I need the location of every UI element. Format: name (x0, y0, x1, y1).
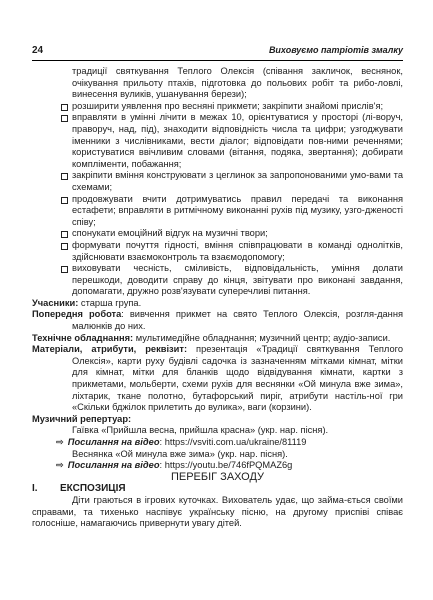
checkbox-bullet-icon (61, 243, 68, 250)
list-item-text: виховувати чесність, сміливість, відповідальність, уміння долати перешкоди, доводити справу до кінця, звітувати про виконані завдання, допомагати, дружно розв'язувати суперечливі питання. (72, 263, 403, 297)
checkbox-bullet-icon (61, 231, 68, 238)
list-item (32, 194, 403, 229)
checkbox-bullet-icon (61, 115, 68, 122)
section-1-paragraph: Діти граються в ігрових куточках. Вихователь удає, що займа-ється своїми справами, та тихенько наспівує українську пісню, на другому приспіві співає голосніше, намагаючись привернути увагу дітей. (32, 494, 403, 529)
header-rule (32, 60, 403, 61)
page-number: 24 (32, 45, 44, 56)
music-heading (32, 414, 403, 426)
participants-label: Учасники: (32, 297, 79, 308)
list-item-text: продовжувати вчити дотримуватись правил передачі та виконання естафети; вправляти в ритмічному виконанні рухів під музику, узго-дженості співу; (72, 193, 403, 227)
music-song-1: Гаївка «Прийшла весна, прийшла красна» (укр. нар. пісня). (72, 425, 329, 436)
page-body (32, 66, 403, 530)
list-item (32, 101, 403, 113)
list-item (32, 240, 403, 263)
video-link-1-url[interactable]: : https://vsviti.com.ua/ukraine/81119 (159, 437, 307, 447)
list-item (32, 170, 403, 193)
materials-value: презентація «Традиції святкування Теплого Олексія», карти руху будівлі садочка із зазначенням мітками кімнат, мітки для кімнат, мітки для бланків щодо відвідування кімнати, картки з прикметами, мольберти, схеми рухів для веснянки «Ой минула вже зима», ліхтарик, ткане полотно, бутафорський пиріг, атрибути настіль-ної гри «Скільки бджілок прилетить до вулика», ваги (корзини). (72, 344, 403, 413)
materials-label: Матеріали, атрибути, реквізит: (32, 344, 188, 355)
section-1-title: ЕКСПОЗИЦІЯ (60, 483, 126, 495)
list-item (32, 263, 403, 298)
participants-value: старша група. (80, 297, 142, 308)
checkbox-bullet-icon (61, 104, 68, 111)
intro-continuation: традиції святкування Теплого Олексія (співання закличок, веснянок, очікування прильоту птахів, підготовка до польових робіт та рибо-ловлі, винесення вуликів, ушанування берези); (72, 66, 403, 100)
equipment (32, 333, 403, 345)
arrow-right-icon: ⇨ (56, 437, 64, 447)
checkbox-bullet-icon (61, 197, 68, 204)
music-song-2: Веснянка «Ой минула вже зима» (укр. нар. пісня). (72, 448, 288, 459)
preliminary-label: Попередня робота (32, 309, 122, 320)
preliminary-work (32, 309, 403, 332)
video-link-2-url[interactable]: : https://youtu.be/746fPQMAZ6g (159, 460, 293, 471)
checkbox-bullet-icon (61, 173, 68, 180)
section-1-heading (32, 483, 403, 495)
list-item-text: закріпити вміння конструювати з цеглинок за запропонованими умо-вами та схемами; (72, 170, 403, 192)
music-label-suffix: : (128, 413, 132, 424)
video-link-2-label: Посилання на відео (67, 460, 160, 471)
arrow-right-icon: ⇨ (56, 460, 64, 471)
equipment-value: мультимедійне обладнання; музичний центр; аудіо-записи. (135, 332, 391, 343)
section-title: ПЕРЕБІГ ЗАХОДУ (170, 470, 265, 483)
task-list (32, 101, 403, 298)
list-item-text: розширити уявлення про весняні прикмети; закріпити знайомі прислів'я; (72, 100, 384, 111)
video-link-1[interactable] (32, 437, 403, 449)
list-item-text: формувати почуття гідності, вміння співпрацювати в команді однолітків, здійснювати взаємоконтроль та взаємодопомогу; (72, 239, 403, 262)
section-1-number: I. (32, 483, 38, 495)
running-title: Виховуємо патріотів змалку (268, 45, 403, 55)
page-header (32, 45, 403, 60)
equipment-label: Технічне обладнання: (32, 332, 134, 343)
music-label: Музичний репертуар (32, 413, 129, 424)
list-item (32, 112, 403, 170)
video-link-1-label: Посилання на відео (67, 437, 160, 447)
preliminary-value: : вивчення прикмет на свято Теплого Олексія, розгля-дання малюнків до них. (72, 309, 403, 332)
participants (32, 298, 403, 310)
list-item-text: спонукати емоційний відгук на музичні твори; (72, 228, 268, 239)
list-item-text: вправляти в умінні лічити в межах 10, орієнтуватися у просторі (лі-воруч, праворуч, над, під), знаходити відповідність числа та цифри; узгоджувати іменники з числівниками, вести діалог; відповідати пов-ними реченнями; користуватися ввічливим словами (вітання, подяка, звертання); добирати компліменти, побажання; (72, 112, 403, 169)
materials (32, 344, 403, 414)
list-item (32, 228, 403, 240)
checkbox-bullet-icon (61, 266, 68, 273)
